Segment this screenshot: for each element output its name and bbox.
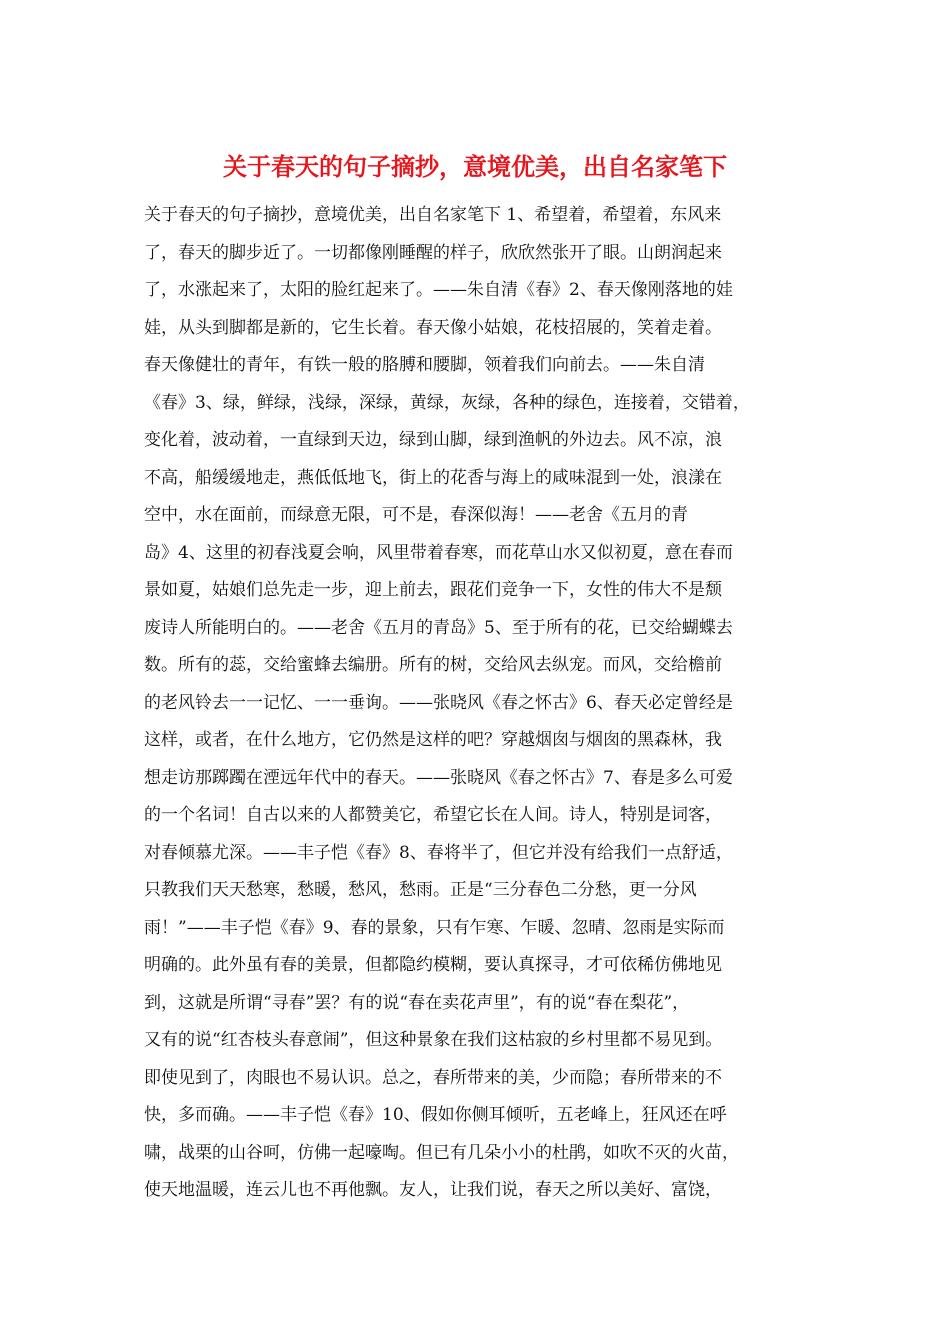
body-line: 春天像健壮的青年，有铁一般的胳膊和腰脚，领着我们向前去。——朱自清	[144, 355, 705, 375]
body-line: 景如夏，姑娘们总先走一步，迎上前去，跟花们竞争一下，女性的伟大不是颓	[144, 580, 722, 600]
body-line: 岛》4、这里的初春浅夏会响，风里带着春寒，而花草山水又似初夏，意在春而	[144, 542, 733, 563]
body-line: 只教我们天天愁寒，愁暖，愁风，愁雨。正是“三分春色二分愁，更一分风	[144, 880, 697, 900]
body-line: 变化着，波动着，一直绿到天边，绿到山脚，绿到渔帆的外边去。风不凉，浪	[144, 430, 722, 450]
body-line: 到，这就是所谓“寻春”罢？有的说“春在卖花声里”，有的说“春在梨花”，	[144, 992, 690, 1013]
document-title: 关于春天的句子摘抄，意境优美，出自名家笔下	[223, 152, 727, 181]
body-line: 明确的。此外虽有春的美景，但都隐约模糊，要认真探寻，才可依稀仿佛地见	[144, 955, 722, 975]
body-line: 《春》3、绿，鲜绿，浅绿，深绿，黄绿，灰绿，各种的绿色，连接着，交错着，	[144, 392, 750, 413]
body-line: 了，水涨起来了，太阳的脸红起来了。——朱自清《春》2、春天像刚落地的娃	[144, 280, 733, 300]
body-line: 这样，或者，在什么地方，它仍然是这样的吧？穿越烟囱与烟囱的黑森林，我	[144, 730, 722, 750]
document-body	[144, 197, 824, 1210]
body-line: 想走访那踯躅在湮远年代中的春天。——张晓风《春之怀古》7、春是多么可爱	[144, 767, 733, 788]
body-line: 娃，从头到脚都是新的，它生长着。春天像小姑娘，花枝招展的，笑着走着。	[144, 317, 722, 338]
body-line: 啸，战栗的山谷呵，仿佛一起嚎啕。但已有几朵小小的杜鹃，如吹不灭的火苗，	[144, 1142, 739, 1163]
body-line: 雨！”——丰子恺《春》9、春的景象，只有乍寒、乍暖、忽晴、忽雨是实际而	[144, 917, 725, 938]
body-line: 的老风铃去一一记忆、一一垂询。——张晓风《春之怀古》6、春天必定曾经是	[144, 692, 733, 713]
body-line: 使天地温暖，连云儿也不再他飘。友人，让我们说，春天之所以美好、富饶，	[144, 1180, 722, 1200]
body-line: 不高，船缓缓地走，燕低低地飞，街上的花香与海上的咸味混到一处，浪漾在	[144, 467, 722, 488]
body-line: 了，春天的脚步近了。一切都像刚睡醒的样子，欣欣然张开了眼。山朗润起来	[144, 242, 722, 263]
body-line: 对春倾慕尤深。——丰子恺《春》8、春将半了，但它并没有给我们一点舒适，	[144, 842, 733, 863]
body-line: 的一个名词！自古以来的人都赞美它，希望它长在人间。诗人，特别是词客，	[144, 805, 722, 825]
body-line: 又有的说“红杏枝头春意闹”，但这种景象在我们这枯寂的乡村里都不易见到。	[144, 1030, 723, 1050]
body-line: 快，多而确。——丰子恺《春》10、假如你侧耳倾听，五老峰上，狂风还在呼	[144, 1105, 727, 1125]
body-line: 废诗人所能明白的。——老舍《五月的青岛》5、至于所有的花，已交给蝴蝶去	[144, 617, 733, 638]
body-line: 空中，水在面前，而绿意无限，可不是，春深似海！——老舍《五月的青	[144, 505, 688, 525]
body-line: 数。所有的蕊，交给蜜蜂去编册。所有的树，交给风去纵宠。而风，交给檐前	[144, 655, 722, 675]
body-line: 即使见到了，肉眼也不易认识。总之，春所带来的美，少而隐；春所带来的不	[144, 1067, 722, 1088]
body-line: 关于春天的句子摘抄，意境优美，出自名家笔下 1、希望着，希望着，东风来	[144, 205, 722, 225]
